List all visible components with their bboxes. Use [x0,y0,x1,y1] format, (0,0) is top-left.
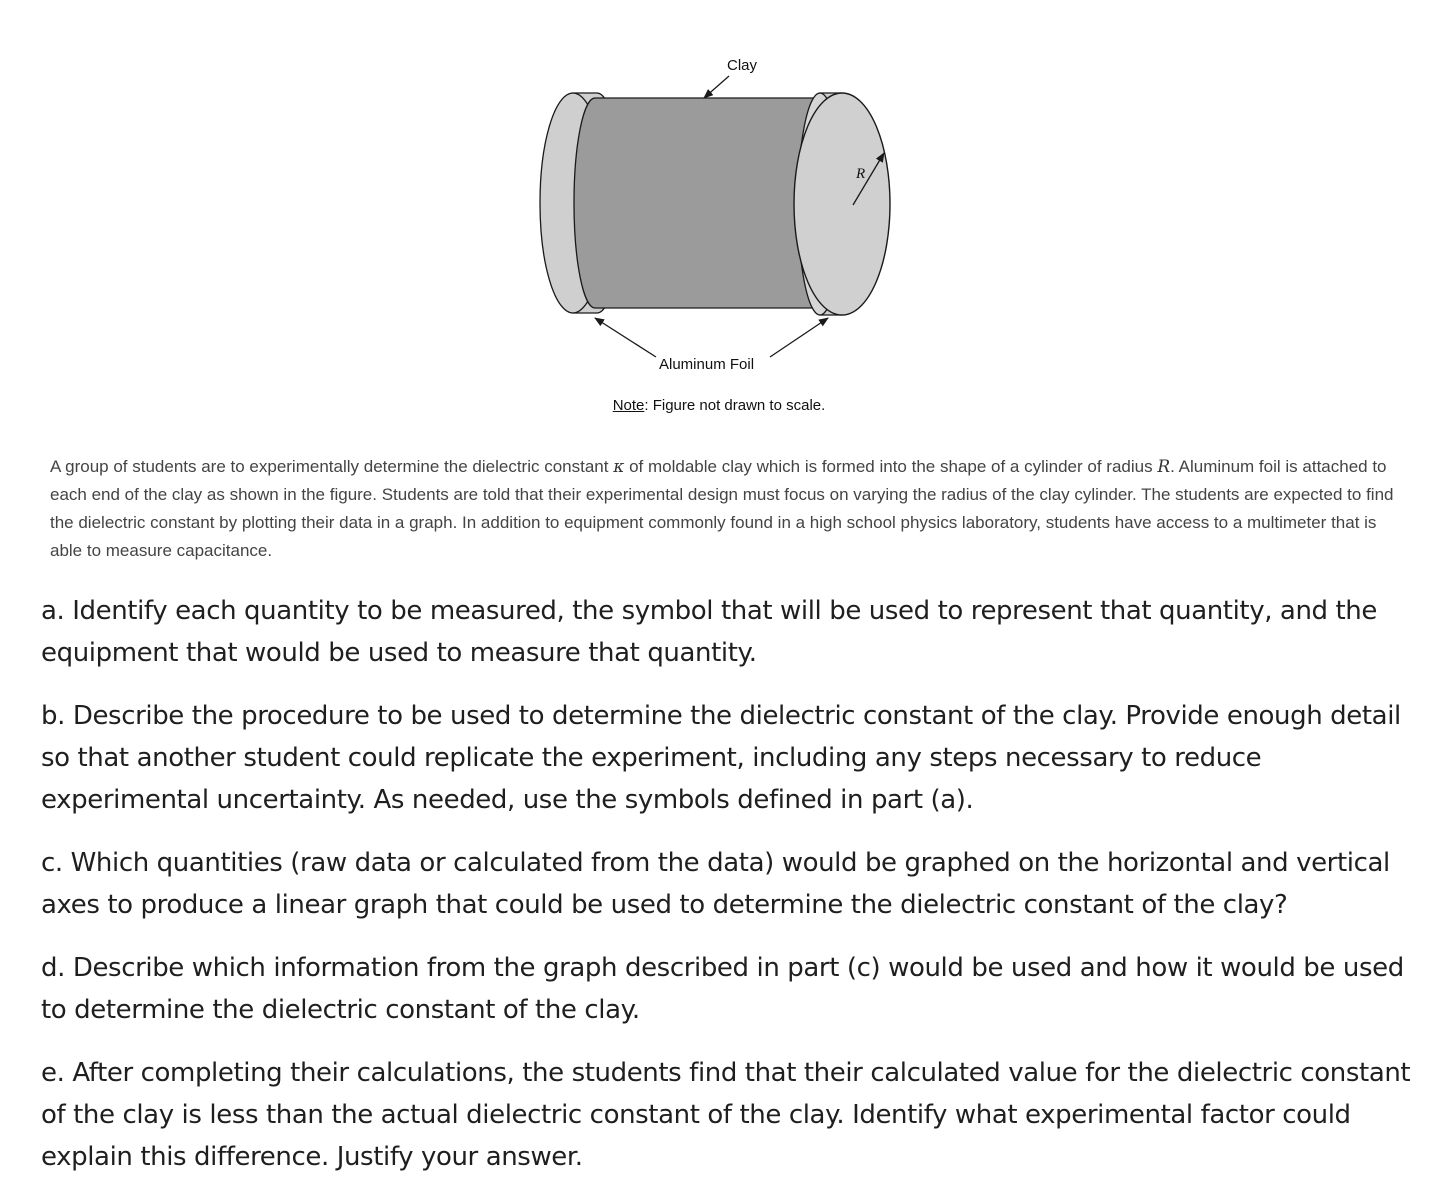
intro-text-3: . Aluminum foil is attached to each end of the clay as shown in the figure. Students are told that their experimental design must focus on varying the radius of the clay cylinder. The students are expected to find the dielectric constant by plotting their data in a graph. In addition to equipment commonly found in a high school physics laboratory, students have access to a multimeter that is able to measure capacitance. [50,457,1394,560]
kappa-symbol: κ [613,457,625,477]
figure-note [0,397,1438,414]
clay-arrow [704,76,729,98]
intro-paragraph [50,453,1395,565]
question-c: c. Which quantities (raw data or calculated from the data) would be graphed on the horizontal and vertical axes to produce a linear graph that could be used to determine the dielectric constant of the clay? [41,848,1390,920]
note-text: : Figure not drawn to scale. [644,397,826,414]
question-d: d. Describe which information from the graph described in part (c) would be used and how it would be used to determine the dielectric constant of the clay. [41,953,1404,1025]
foil-arrow-right [770,318,828,357]
aluminum-foil-label: Aluminum Foil [659,356,755,373]
question-b: b. Describe the procedure to be used to determine the dielectric constant of the clay. Provide enough detail so that another student could replicate the experiment, including any steps necessary to reduce experimental uncertainty. As needed, use the symbols defined in part (a). [41,701,1401,815]
question-a: a. Identify each quantity to be measured, the symbol that will be used to represent that quantity, and the equipment that would be used to measure that quantity. [41,596,1377,668]
intro-text-1: A group of students are to experimentally determine the dielectric constant [50,457,614,476]
clay-capacitor-figure [520,40,920,380]
question-e: e. After completing their calculations, the students find that their calculated value for the dielectric constant of the clay is less than the actual dielectric constant of the clay. Identify what experimental factor could explain this difference. Justify your answer. [41,1058,1411,1172]
right-foil-disc [794,93,890,315]
question-list [41,590,1426,1199]
note-key: Note [612,397,645,414]
clay-cylinder-body [574,98,818,308]
intro-text-2: of moldable clay which is formed into the shape of a cylinder of radius [624,457,1158,476]
radius-symbol: R [1157,457,1171,477]
clay-label: Clay [727,57,758,74]
foil-arrow-left [595,318,656,357]
radius-label: R [856,166,866,182]
